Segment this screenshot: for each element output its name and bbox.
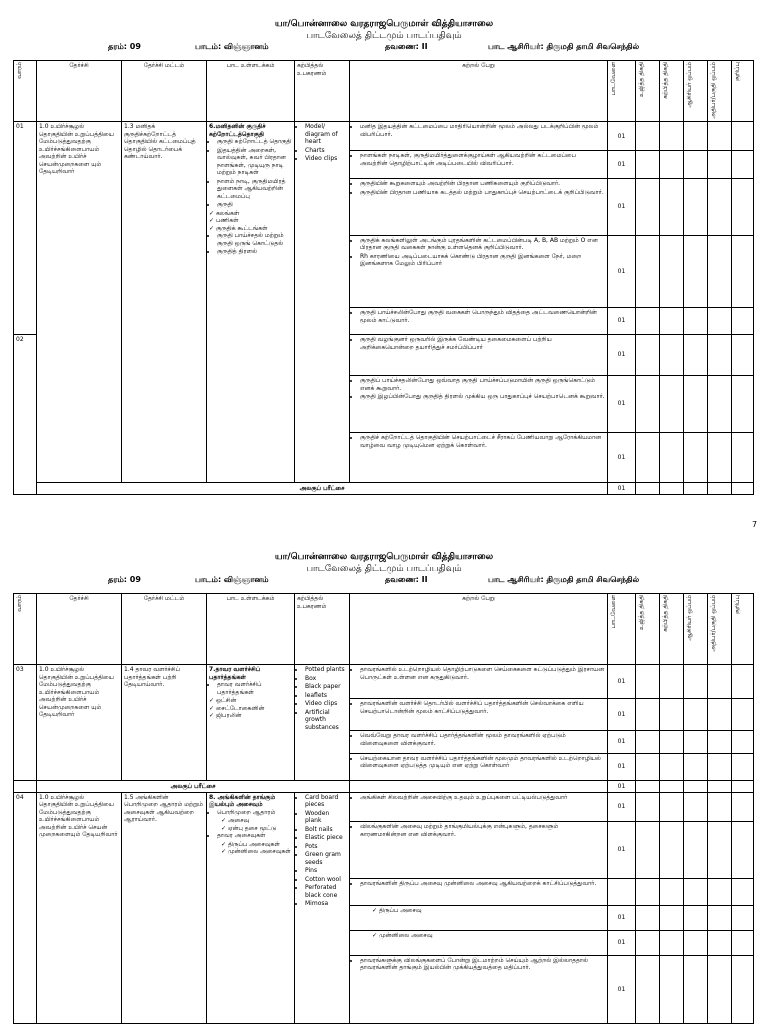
content-item: • பொறிமுறை ஆதாரம்	[217, 809, 292, 817]
content-check: முன்னிலை அசைவுகள்	[227, 848, 291, 856]
plan-subtitle: பாடவேலைத் திட்டமும் பாடப்பதிவும்	[306, 31, 462, 41]
periods-cell: 01	[608, 906, 636, 931]
meta-row	[0, 575, 768, 587]
periods-cell: 01	[608, 433, 636, 483]
header-c5: குறிப்பு	[734, 595, 741, 615]
school-name: யா/பொன்னாலை வரதராஜபெருமாள் வித்தியாசாலை	[274, 19, 494, 29]
outcome-cell	[350, 335, 608, 376]
periods-cell: 01	[608, 376, 636, 433]
header-periods: பாடவேளை	[610, 62, 617, 96]
week-cell: 03	[14, 665, 37, 781]
content-item: • குருதி பாய்ச்சதல் மற்றும் குருதி ஒருங் கொட்டுதல்	[217, 232, 292, 247]
outcome-item: • குருதிக் கலங்களிலுள் அடங்கும் புரதங்களின் கட்டமைப்பின்படி A, B, AB மற்றும் O என பிரதான குருதி வகைகள் நான்கு உள்ளதெனக் குறிப்பிடுவார்.	[360, 237, 605, 252]
periods-cell: 01	[608, 931, 636, 956]
outcome-item: • நாளங்கள் நாடிகள், குருதிமயிர்த்துளைக்குழாய்கள் ஆகியவற்றின் கட்டமைப்பை அவற்றின் தொழிற்பாட்டின் அடிப்படையில் விவரிப்பார்.	[360, 152, 605, 167]
outcome-item: • தாவரங்களின் திருப்ப அசைவு முன்னிலை அசைவு ஆகியவற்றைக் காட்சிப்படுத்துவார்.	[360, 880, 605, 888]
outcome-cell	[350, 792, 608, 821]
unit-test-label: அலகுப் பரீட்சை	[37, 780, 350, 792]
aid-item: • Black paper	[305, 683, 347, 691]
aid-item: • Bolt nails	[305, 826, 347, 834]
content-check: அசைவு	[227, 817, 250, 825]
outcome-cell	[350, 376, 608, 433]
content-check: சைட்டோகைனின்	[215, 704, 265, 712]
week-cell: 02	[14, 335, 37, 495]
content-check: கலங்கள்	[215, 209, 240, 217]
outcome-item: முன்னிலை அசைவு	[378, 932, 433, 940]
subject: பாடம்: விஞ்ஞானம்	[195, 42, 269, 51]
content-cell: 8. அங்கிகளின் தாங்கும் இயல்பும் அசைவும் • பொறிமுறை ஆதாரம் ✓ அசைவு ✓ ஏன்பு தசை மூட்டு • தாவர அசைவுகள் ✓ திருப்ப அசைவுகள் ✓ முன்னிலை அசைவுகள்	[207, 792, 295, 1023]
outcome-item: • குருதிச் சுற்றோட்டத் தொகுதியின் செயற்பாட்டைச் சீராகப் பேணியவாறு ஆரோக்கியமான வாழ்வை வாழ முடியுமென ஏற்றுக் கொள்வார்.	[360, 434, 605, 449]
competency-cell: 1.0 உயிர்ச்சூழல் தொகுதியின் உறுப்பத்தியை மேம்படுத்துவதற்கு உயிர்ச்சங்கிளைபாயம் அவற்றின் உயிர்ச் செயன்முறைகளை யும் தேடியறிவார்	[37, 665, 122, 781]
outcome-cell	[350, 665, 608, 699]
periods-cell: 01	[608, 335, 636, 376]
content-item: • இதயத்தின் அறைகள், வால்வுகள், சுவர் பிரதான நாளங்கள், முடியுரு நாடி மற்றும் நாடிகள்	[217, 147, 292, 177]
periods-cell: 01	[608, 792, 636, 821]
outcome-cell	[350, 308, 608, 335]
week-cell: 04	[14, 792, 37, 1023]
aid-item: • leaflets	[305, 692, 347, 700]
content-check: ஜிபரலின்	[215, 712, 242, 720]
week-cell: 01	[14, 122, 37, 335]
aid-item: • Card board pieces	[305, 794, 347, 809]
header-outcome: கற்றல் பேறு	[350, 594, 608, 665]
outcome-item: • குருதி இழப்பின்போது குருதித் திரளல் முக்கிய ஒரு பாதுகாப்புச் செயற்பாடெனக் கூறுவார்.	[360, 393, 605, 401]
aid-item: • Pots	[305, 843, 347, 851]
periods-cell: 01	[608, 482, 636, 494]
periods-cell: 01	[608, 235, 636, 307]
outcome-item: • விலங்குகளின் அசைவு மற்றும் தாங்குமியல்புக்கு என்புகளும், தசைகளும் காரணமாகின்றன என விளக்குவார்.	[360, 823, 605, 838]
competency-level-cell: 1.3 மனிதக் குருதிச்சுற்றோட்டத் தொகுதியில் கட்டமைப்புத் தொழில் தொடர்பைக் கண்டாய்வார்.	[122, 122, 207, 482]
outcome-cell	[350, 151, 608, 179]
header-c2: கற்பித்த திகதி	[662, 595, 669, 632]
header-competency: தேர்ச்சி	[37, 594, 122, 665]
competency-level-cell: 1.5 அங்கிகளின் பொறிமுறை ஆதாரம் மற்றும் அசைவுகள் ஆகியவற்றை ஆராய்வார்.	[122, 792, 207, 1023]
outcome-item: • மனித இதயத்தின் கட்டமைப்பை மாதிரியொன்றின் மூலம் அல்லது படக்குறிப்பின் மூலம் விபரிப்பார்.	[360, 123, 605, 138]
aid-item: • Mimosa	[305, 900, 347, 908]
grade: தரம்: 09	[108, 42, 141, 51]
meta-row	[0, 42, 768, 54]
outcome-cell	[350, 731, 608, 754]
aids-cell	[295, 665, 350, 781]
aid-item: • Perforated black cone	[305, 884, 347, 899]
periods-cell: 01	[608, 179, 636, 236]
content-title: 7.தாவர வளர்ச்சிப் பதார்த்தங்கள்	[209, 666, 261, 681]
periods-cell: 01	[608, 699, 636, 731]
header-content: பாட உள்ளடக்கம்	[207, 61, 295, 122]
content-item: • தாவர வளர்ச்சிப் பதார்த்தங்கள்	[217, 681, 292, 696]
header-c3: ஆசிரியர் ஒப்பம்	[686, 595, 693, 641]
content-cell: 6.மனிதனின் குருதிச் சுற்றோட்டத்தொகுதி • குருதி சுற்றோட்டத் தொகுதி • இதயத்தின் அறைகள், வால்வுகள், சுவர் பிரதான நாளங்கள், முடியுரு நாடி மற்றும் நாடிகள் • நாளம் நாடி, குருதிமயிரத் துளைகள் ஆகியவற்றின் கட்டமைப்பு • குருதி ✓ கலங்கள் ✓ பணிகள் ✓ குருதிக் கூட்டங்கள் • குருதி பாய்ச்சதல் மற்றும் குருதி ஒருங் கொட்டுதல் • குருதித் திரளல்	[207, 122, 295, 482]
outcome-item: • குருதி பாய்ச்சலின்போது குருதி வகைகள் பொருந்தும் விதத்தை அட்டவணையொன்றின் மூலம் காட்டுவார்.	[360, 309, 605, 324]
header-c3: ஆசிரியர் ஒப்பம்	[686, 62, 693, 108]
content-check: ஒட்சின்	[215, 697, 237, 705]
aid-item: • Green gram seeds	[305, 851, 347, 866]
content-item: • தாவர அசைவுகள்	[217, 832, 292, 840]
outcome-item: • தாவரங்களின் வளர்ச்சி தொடர்பில் வளர்ச்சிப் பதார்த்தங்களின் செல்வாக்கை எளிய செயற்பாடொன்றின் மூலம் காட்சிப்படுத்துவார்.	[360, 700, 605, 715]
content-check: திருப்ப அசைவுகள்	[227, 840, 280, 848]
content-title: 6.மனிதனின் குருதிச் சுற்றோட்டத்தொகுதி	[209, 123, 266, 138]
term: தவணை: II	[385, 42, 428, 51]
outcome-item: • செயற்கையான தாவர வளர்ச்சிப் பதார்த்தங்களின் மூலமும் தாவரங்களில் உடற்றொழியல் விளைவுகளை ஏற்படுத்த முடியும் என ஏற்று கொள்வார்	[360, 755, 605, 770]
header-aids: கற்பித்தல் உபகரணம்	[295, 594, 350, 665]
periods-cell: 01	[608, 822, 636, 879]
header-c4: அதிபர்/பகுதி ஒப்பம்	[710, 62, 717, 119]
content-item: • குருதி	[217, 201, 292, 209]
outcome-cell	[350, 955, 608, 1023]
aid-item: • Model/ diagram of heart	[305, 123, 347, 146]
header-aids: கற்பித்தல் உபகரணம்	[295, 61, 350, 122]
outcome-item: • Rh காரணியை அடிப்படையாகக் கொண்டு பிரதான குருதி இனங்களை நேர், மறை இனங்களாக மேலும் பிரிப்பார்	[360, 253, 605, 268]
outcome-item: • குருதியின் பிரதான பணியாக கடத்தல் மற்றும் பாதுகாப்புச் செயற்பாட்டைக் குறிப்பிடுவார்.	[360, 189, 605, 197]
lesson-plan-table-1	[13, 60, 754, 495]
header-periods: பாடவேளை	[610, 595, 617, 629]
content-check: பணிகள்	[215, 217, 239, 225]
outcome-cell	[350, 822, 608, 879]
grade: தரம்: 09	[108, 575, 141, 584]
aid-item: • Charts	[305, 147, 347, 155]
header-content: பாட உள்ளடக்கம்	[207, 594, 295, 665]
content-check: குருதிக் கூட்டங்கள்	[215, 224, 268, 232]
school-name: யா/பொன்னாலை வரதராஜபெருமாள் வித்தியாசாலை	[274, 552, 494, 562]
content-check: ஏன்பு தசை மூட்டு	[227, 824, 277, 832]
content-item: • குருதித் திரளல்	[217, 248, 292, 256]
periods-cell: 01	[608, 753, 636, 780]
term: தவணை: II	[385, 575, 428, 584]
aid-item: • Video clips	[305, 155, 347, 163]
header-c2: கற்பித்த திகதி	[662, 62, 669, 99]
outcome-item: • குருதி வழங்குனர் ஒருவரில் இருக்க வேண்டிய தகைமைகளைப் பற்றிய அறிக்கையொன்றை தயாரித்துச் சமர்ப்பிப்பார்	[360, 336, 605, 351]
periods-cell: 01	[608, 731, 636, 754]
subject: பாடம்: விஞ்ஞானம்	[195, 575, 269, 584]
aid-item: • Cotton wool	[305, 876, 347, 884]
aid-item: • Video clips	[305, 700, 347, 708]
header-c4: அதிபர்/பகுதி ஒப்பம்	[710, 595, 717, 652]
aid-item: • Wooden plank	[305, 810, 347, 825]
outcome-item: • தாவரங்களில் உடற்றொழியல் தொழிற்பாடுகளை செய்கைகளை கட்டுப்படுத்தும் இரசாயன பொருட்கள் உள்ளன என கருதுகிடுவார்.	[360, 666, 605, 681]
outcome-item: • குருதியின் கூறுகளையும் அவற்றின் பிரதான பணிகளையும் குறிப்பிடுவார்.	[360, 180, 605, 188]
teacher: பாட ஆசிரியர்: திருமதி தாமி சிவசெந்தில்	[488, 42, 640, 51]
periods-cell	[608, 878, 636, 905]
outcome-cell: ✓ திருப்ப அசைவு	[350, 906, 608, 931]
content-item: • நாளம் நாடி, குருதிமயிரத் துளைகள் ஆகியவற்றின் கட்டமைப்பு	[217, 178, 292, 201]
periods-cell: 01	[608, 780, 636, 792]
header-c1: உஜித்த திகதி	[638, 62, 645, 97]
content-cell: 7.தாவர வளர்ச்சிப் பதார்த்தங்கள் • தாவர வளர்ச்சிப் பதார்த்தங்கள் ✓ ஒட்சின் ✓ சைட்டோகைனின் ✓ ஜிபரலின்	[207, 665, 295, 781]
periods-cell: 01	[608, 122, 636, 151]
aid-item: • Box	[305, 675, 347, 683]
header-competency: தேர்ச்சி	[37, 61, 122, 122]
competency-cell: 1.0 உயிர்ச்சூழல் தொகுதியின் உறுப்பத்தியை மேம்படுத்துவதற்கு உயிர்ச்சங்கிளைபாயம் அவற்றின் உயிர்ச் செயன்முறைகளை யும் தேடியறிவார்	[37, 122, 122, 482]
page-2	[0, 551, 768, 587]
header-week: வாரம்	[16, 62, 23, 79]
outcome-item: • குருதிப் பாய்ச்சதலின்போது ஒவ்வாத குருதி பாய்ச்சப்படுமாயின் குருதி ஒருங்கொட்டும் எனக் கூறுவார்.	[360, 377, 605, 392]
outcome-cell	[350, 699, 608, 731]
aids-cell	[295, 122, 350, 482]
outcome-item: • வெவ்வேறு தாவர வளர்ச்சிப் பதார்த்தங்களின் மூலம் தாவரங்களில் ஏற்படும் விளைவுகளை விளக்குவார்.	[360, 732, 605, 747]
competency-level-cell: 1.4 தாவர வளர்ச்சிப் பதார்த்தங்கள் பற்றி தேடியாய்வார்.	[122, 665, 207, 781]
competency-cell: 1.0 உயிர்ச்சூழல் தொகுதியின் உறுப்பத்தியை மேம்படுத்துவதற்கு உயிர்ச்சங்கிளைபாயம் அவற்றின் உயிர்ச் செயன் முறைகளையும் தேடியறிவார்	[37, 792, 122, 1023]
aids-cell	[295, 792, 350, 1023]
aid-item: • Pins	[305, 867, 347, 875]
outcome-cell	[350, 235, 608, 307]
teacher: பாட ஆசிரியர்: திருமதி தாமி சிவசெந்தில்	[488, 575, 640, 584]
periods-cell: 01	[608, 308, 636, 335]
header-c5: குறிப்பு	[734, 62, 741, 82]
lesson-plan-table-2	[13, 593, 754, 1024]
outcome-cell	[350, 122, 608, 151]
unit-test-label: அலகுப் பரீட்சை	[37, 482, 608, 494]
outcome-cell	[350, 179, 608, 236]
outcome-cell	[350, 433, 608, 483]
header-competency-level: தேர்ச்சி மட்டம்	[122, 594, 207, 665]
content-item: • குருதி சுற்றோட்டத் தொகுதி	[217, 138, 292, 146]
periods-cell: 01	[608, 955, 636, 1023]
periods-cell: 01	[608, 151, 636, 179]
outcome-item: • தாவரங்களுக்கு விலங்குகளைப் போன்று இடமாற்றம் செய்யும் ஆற்றல் இல்லாததால் தாவரங்களின் தாங்கும் இயல்பின் முக்கியத்துவத்தை மதிப்பார்.	[360, 957, 605, 972]
outcome-item: திருப்ப அசைவு	[378, 907, 422, 915]
header-outcome: கற்றல் பேறு	[350, 61, 608, 122]
page-number: 7	[752, 520, 758, 529]
aid-item: • Artificial growth substances	[305, 709, 347, 732]
header-week: வாரம்	[16, 595, 23, 612]
periods-cell: 01	[608, 665, 636, 699]
page-1	[0, 18, 768, 54]
outcome-item: • அங்கிகள் சிலவற்றின் அசைவிற்கு உதவும் உறுப்புகளை பட்டியல்படுத்துவார்	[360, 794, 605, 802]
header-competency-level: தேர்ச்சி மட்டம்	[122, 61, 207, 122]
outcome-cell: ✓ முன்னிலை அசைவு	[350, 931, 608, 956]
content-title: 8. அங்கிகளின் தாங்கும் இயல்பும் அசைவும்	[209, 793, 276, 809]
aid-item: • Potted plants	[305, 666, 347, 674]
plan-subtitle: பாடவேலைத் திட்டமும் பாடப்பதிவும்	[306, 564, 462, 574]
aid-item: • Elastic piece	[305, 834, 347, 842]
header-c1: உஜித்த திகதி	[638, 595, 645, 630]
outcome-cell	[350, 753, 608, 780]
outcome-cell	[350, 878, 608, 905]
